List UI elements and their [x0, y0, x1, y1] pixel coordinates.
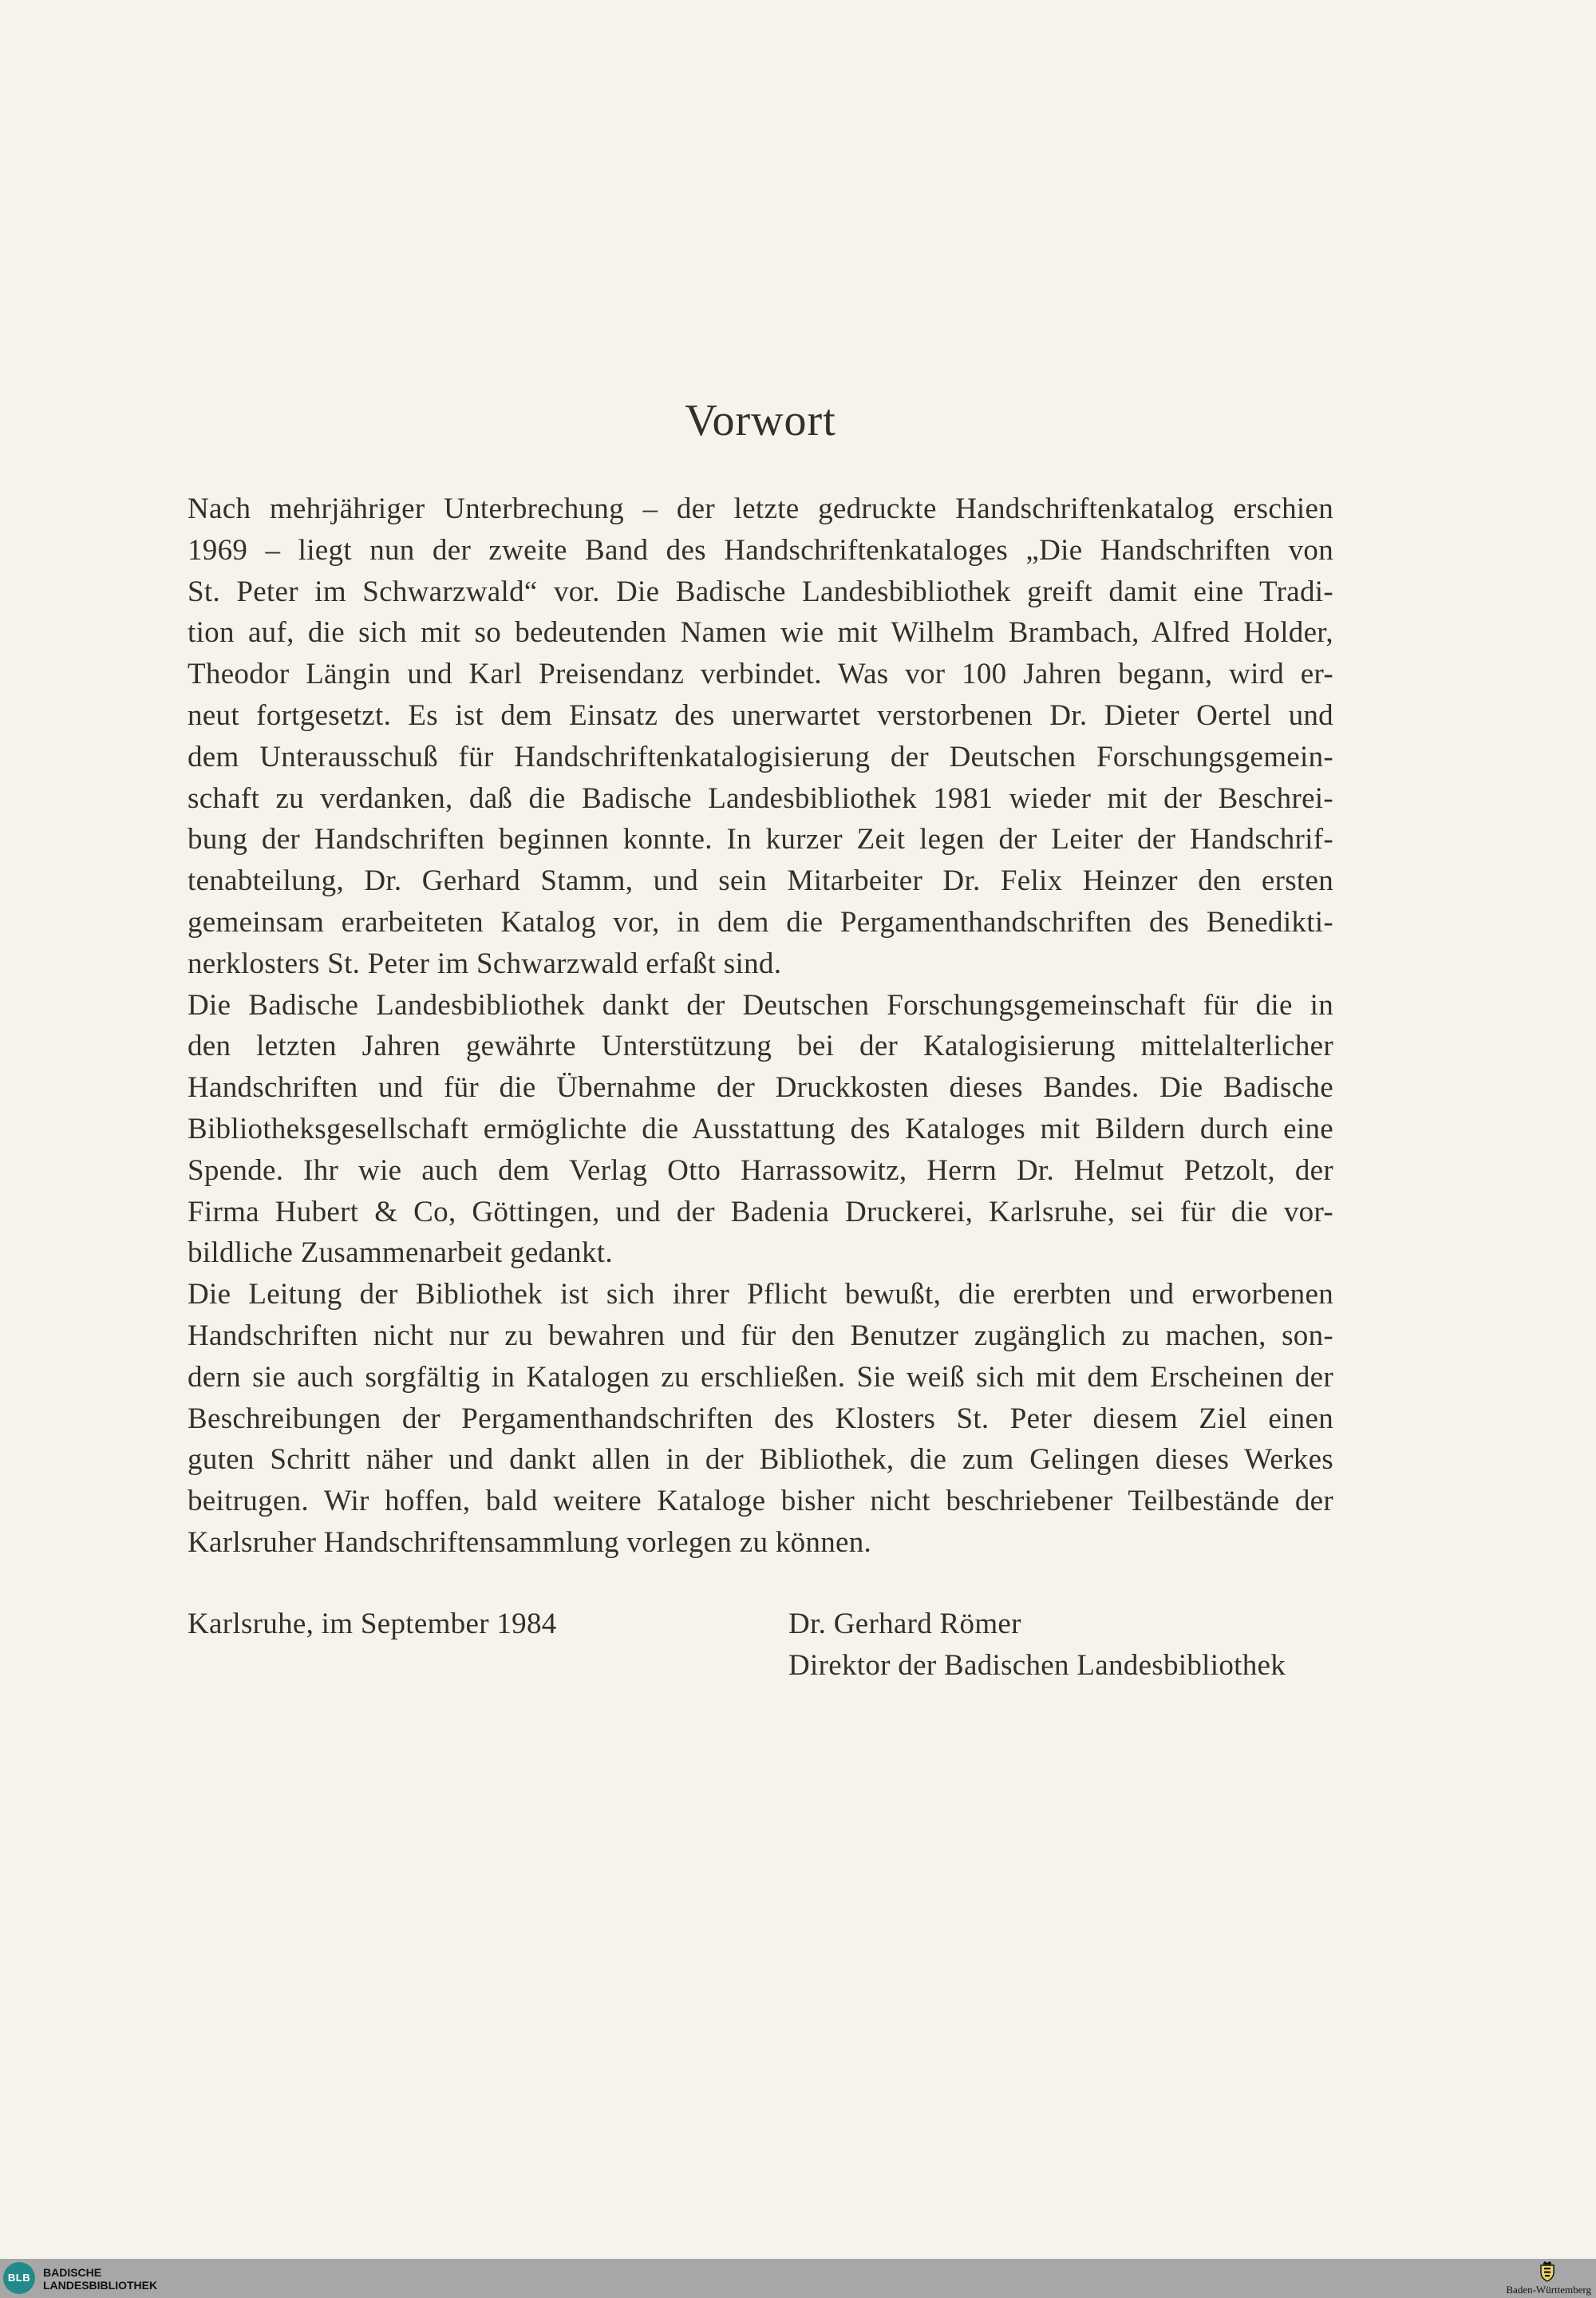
text-line: dern sie auch sorgfältig in Katalogen zu erschließen. Sie weiß sich mit dem Erscheinen der	[188, 1360, 1333, 1394]
place-date: Karlsruhe, im September 1984	[188, 1608, 557, 1640]
signer-name: Dr. Gerhard Römer	[788, 1608, 1021, 1640]
library-name-line2: LANDESBIBLIOTHEK	[43, 2279, 158, 2292]
text-line: tenabteilung, Dr. Gerhard Stamm, und sein Mitarbeiter Dr. Felix Heinzer den ersten	[188, 864, 1333, 898]
text-line: tion auf, die sich mit so bedeutenden Namen wie mit Wilhelm Brambach, Alfred Holder,	[188, 616, 1333, 650]
coat-of-arms-icon	[1539, 2261, 1556, 2282]
text-line: guten Schritt näher und dankt allen in der Bibliothek, die zum Gelingen dieses Werkes	[188, 1443, 1333, 1477]
text-line: Bibliotheksgesellschaft ermöglichte die Ausstattung des Kataloges mit Bildern durch eine	[188, 1112, 1333, 1145]
paragraph	[188, 488, 1333, 985]
paragraph	[188, 1274, 1333, 1564]
text-line: beitrugen. Wir hoffen, bald weitere Kataloge bisher nicht beschriebener Teilbestände der	[188, 1485, 1333, 1518]
library-name-line1: BADISCHE	[43, 2266, 102, 2279]
text-line: den letzten Jahren gewährte Unterstützung bei der Katalogisierung mittelalterlicher	[188, 1030, 1333, 1063]
text-line: Karlsruher Handschriftensammlung vorlegen zu können.	[188, 1525, 872, 1559]
footer-bar	[0, 2259, 1596, 2298]
state-label: Baden-Württemberg	[1506, 2284, 1591, 2296]
foreword-body	[188, 488, 1333, 1564]
text-line: Beschreibungen der Pergamenthandschriften des Klosters St. Peter diesem Ziel einen	[188, 1402, 1333, 1435]
text-line: bung der Handschriften beginnen konnte. In kurzer Zeit legen der Leiter der Handschrif-	[188, 823, 1333, 856]
text-line: St. Peter im Schwarzwald“ vor. Die Badische Landesbibliothek greift damit eine Tradi-	[188, 575, 1333, 608]
blb-logo: BLB	[3, 2262, 35, 2294]
signature-block	[788, 1604, 1286, 1687]
text-line: dem Unterausschuß für Handschriftenkatalogisierung der Deutschen Forschungsgemein-	[188, 740, 1333, 773]
text-line: Spende. Ihr wie auch dem Verlag Otto Harrassowitz, Herrn Dr. Helmut Petzolt, der	[188, 1153, 1333, 1187]
text-line: neut fortgesetzt. Es ist dem Einsatz des unerwartet verstorbenen Dr. Dieter Oertel und	[188, 698, 1333, 732]
text-line: Theodor Längin und Karl Preisendanz verbindet. Was vor 100 Jahren begann, wird er-	[188, 658, 1333, 691]
text-line: Die Badische Landesbibliothek dankt der Deutschen Forschungsgemeinschaft für die in	[188, 988, 1333, 1022]
text-line: gemeinsam erarbeiteten Katalog vor, in dem die Pergamenthandschriften des Benedikti-	[188, 905, 1333, 939]
text-line: Nach mehrjähriger Unterbrechung – der letzte gedruckte Handschriftenkatalog erschien	[188, 492, 1333, 525]
text-line: nerklosters St. Peter im Schwarzwald erfaßt sind.	[188, 947, 782, 980]
text-line: Handschriften und für die Übernahme der Druckkosten dieses Bandes. Die Badische	[188, 1071, 1333, 1105]
text-line: Die Leitung der Bibliothek ist sich ihrer Pflicht bewußt, die ererbten und erworbenen	[188, 1278, 1333, 1311]
text-line: Firma Hubert & Co, Göttingen, und der Badenia Druckerei, Karlsruhe, sei für die vor-	[188, 1195, 1333, 1228]
signer-title: Direktor der Badischen Landesbibliothek	[788, 1648, 1286, 1682]
text-line: 1969 – liegt nun der zweite Band des Handschriftenkataloges „Die Handschriften von	[188, 533, 1333, 567]
text-line: bildliche Zusammenarbeit gedankt.	[188, 1236, 613, 1270]
library-name	[43, 2266, 157, 2292]
paragraph	[188, 985, 1333, 1275]
page-title: Vorwort	[685, 396, 836, 445]
text-line: Handschriften nicht nur zu bewahren und für den Benutzer zugänglich zu machen, son-	[188, 1319, 1333, 1352]
text-line: schaft zu verdanken, daß die Badische Landesbibliothek 1981 wieder mit der Beschrei-	[188, 781, 1333, 815]
